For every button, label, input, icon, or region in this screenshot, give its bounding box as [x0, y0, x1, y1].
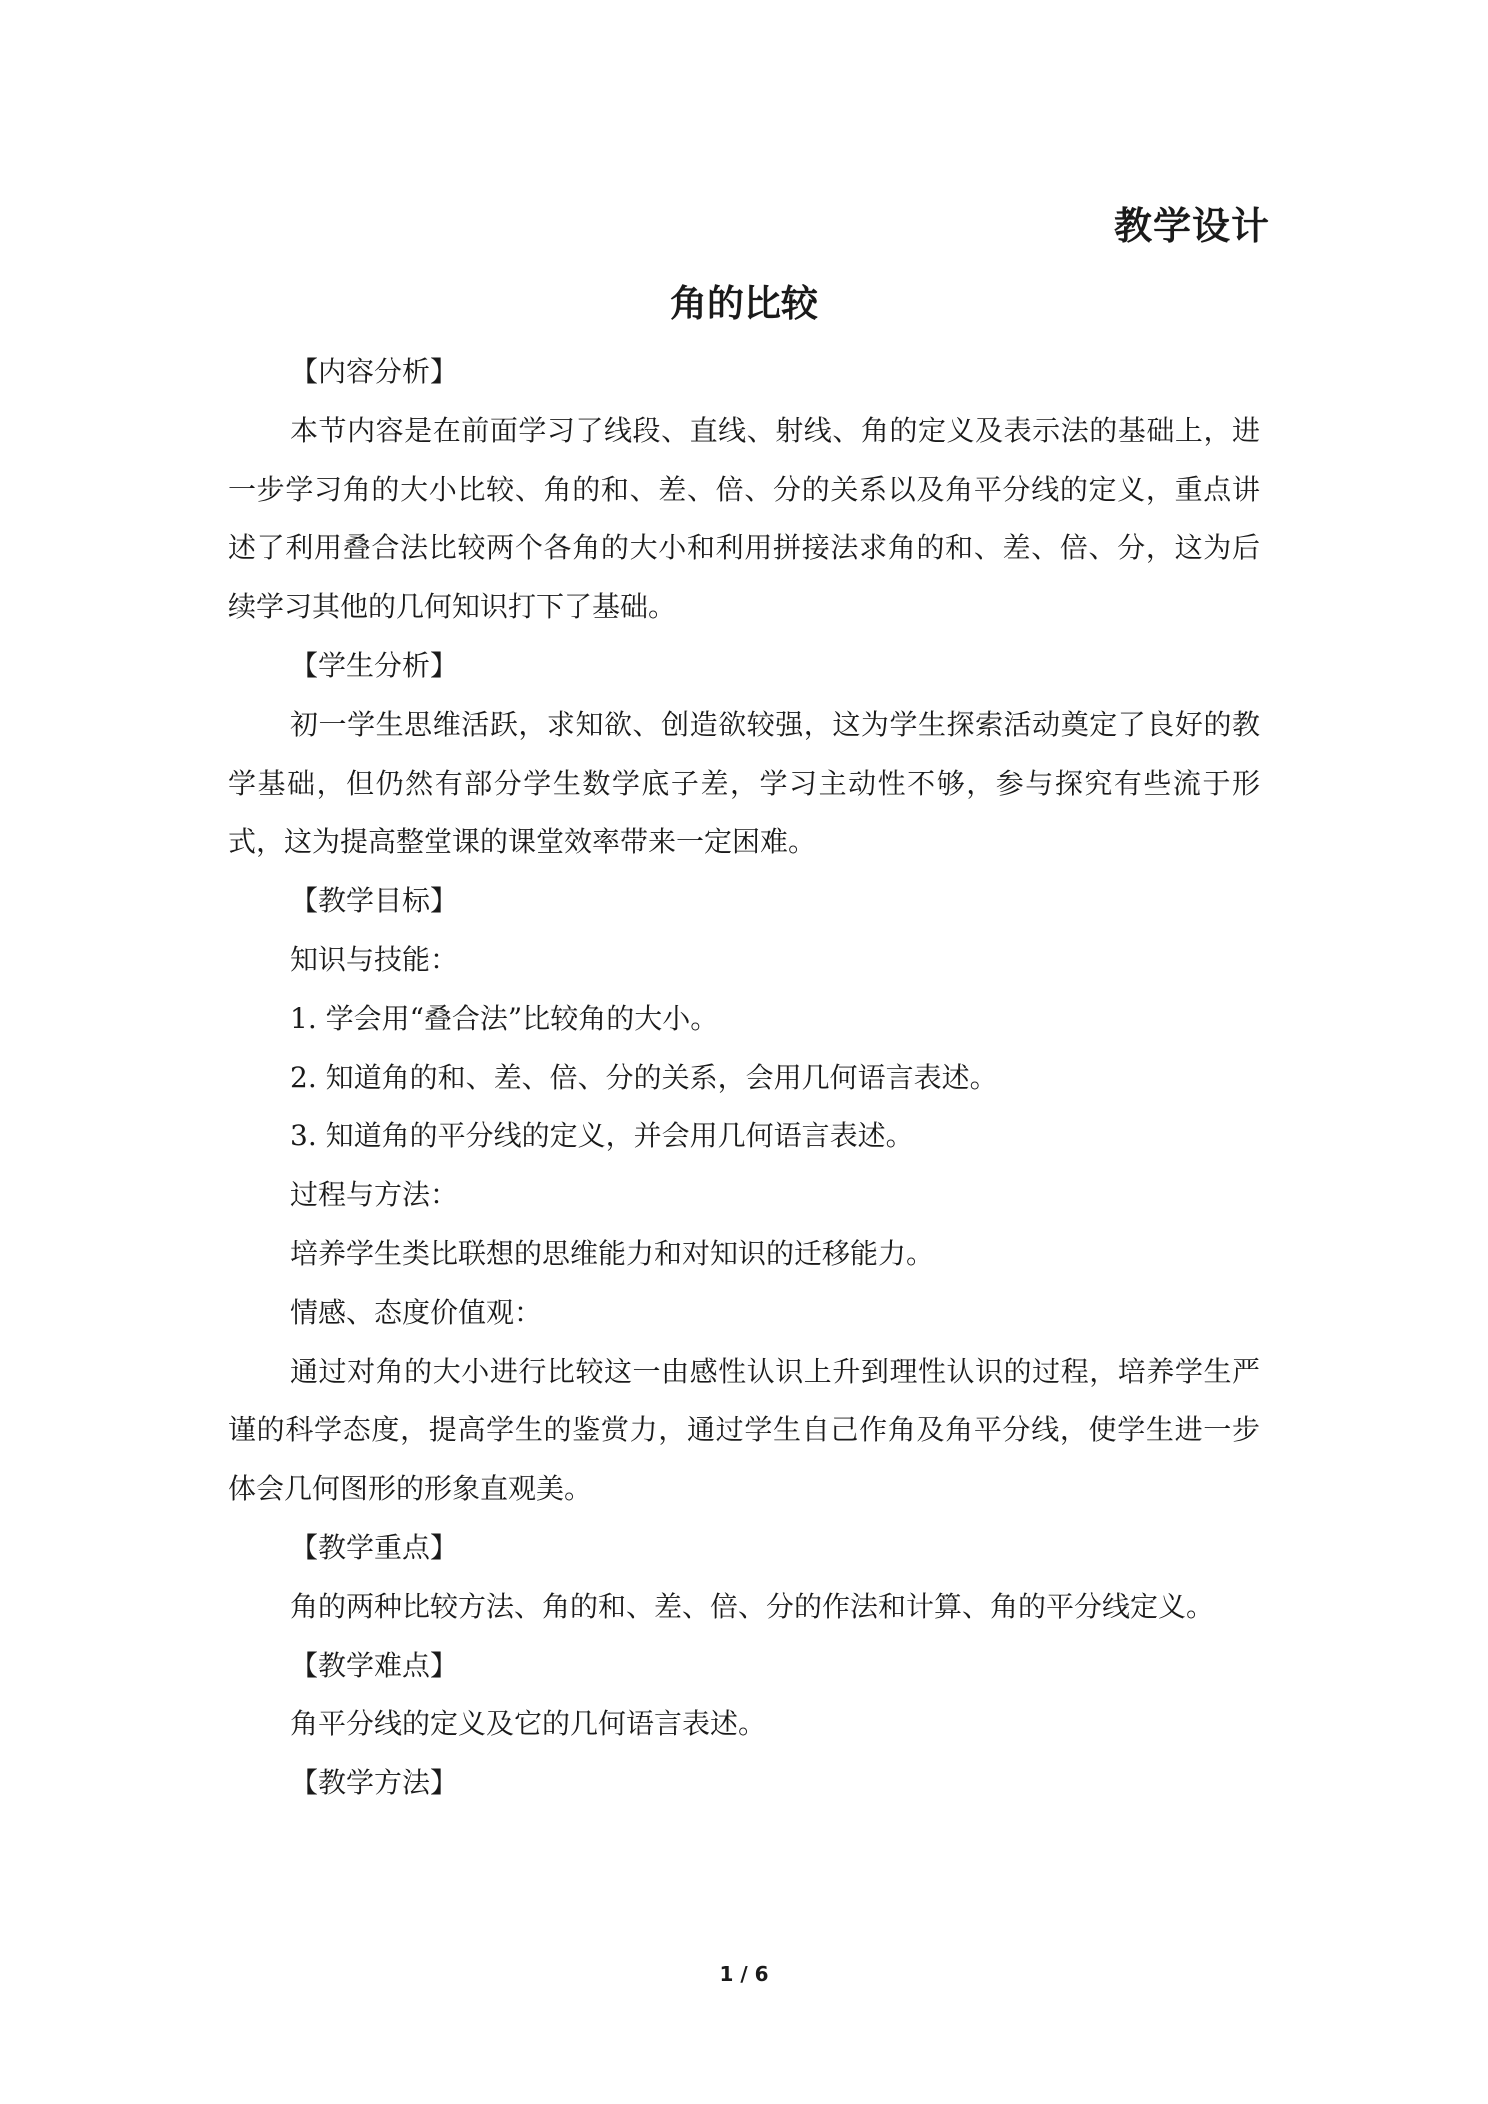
key-points-text: 角的两种比较方法、角的和、差、倍、分的作法和计算、角的平分线定义。 [290, 1589, 1215, 1623]
page-number: 1 / 6 [719, 1962, 769, 1986]
section-heading-content-analysis: 【内容分析】 [290, 355, 459, 388]
process-method-label: 过程与方法： [290, 1178, 459, 1212]
attitude-values-label: 情感、态度价值观： [290, 1295, 543, 1329]
document-body [228, 343, 1260, 1813]
process-method-text: 培养学生类比联想的思维能力和对知识的迁移能力。 [290, 1236, 935, 1270]
knowledge-skills-label: 知识与技能： [290, 942, 459, 976]
document-title: 角的比较 [670, 282, 818, 325]
student-analysis-paragraph: 初一学生思维活跃，求知欲、创造欲较强，这为学生探索活动奠定了良好的教学基础，但仍然有部分学生数学底子差，学习主动性不够，参与探究有些流于形式，这为提高整堂课的课堂效率带来一定困难。 [228, 707, 1260, 859]
section-heading-student-analysis: 【学生分析】 [290, 648, 459, 682]
knowledge-item: 3. 知道角的平分线的定义，并会用几何语言表述。 [290, 1119, 914, 1153]
knowledge-item: 2. 知道角的和、差、倍、分的关系，会用几何语言表述。 [290, 1060, 998, 1094]
attitude-values-paragraph: 通过对角的大小进行比较这一由感性认识上升到理性认识的过程，培养学生严谨的科学态度，提高学生的鉴赏力，通过学生自己作角及角平分线，使学生进一步体会几何图形的形象直观美。 [228, 1354, 1260, 1506]
section-heading-key-points: 【教学重点】 [290, 1530, 459, 1564]
section-heading-teaching-methods: 【教学方法】 [290, 1766, 459, 1800]
difficult-points-text: 角平分线的定义及它的几何语言表述。 [290, 1707, 767, 1741]
section-heading-difficult-points: 【教学难点】 [290, 1648, 459, 1682]
knowledge-item: 1. 学会用“叠合法”比较角的大小。 [290, 1001, 719, 1035]
section-heading-teaching-goals: 【教学目标】 [290, 884, 459, 918]
header-title: 教学设计 [1113, 204, 1270, 248]
content-analysis-paragraph: 本节内容是在前面学习了线段、直线、射线、角的定义及表示法的基础上，进一步学习角的大小比较、角的和、差、倍、分的关系以及角平分线的定义，重点讲述了利用叠合法比较两个各角的大小和利用拼接法求角的和、差、倍、分，这为后续学习其他的几何知识打下了基础。 [228, 413, 1260, 624]
